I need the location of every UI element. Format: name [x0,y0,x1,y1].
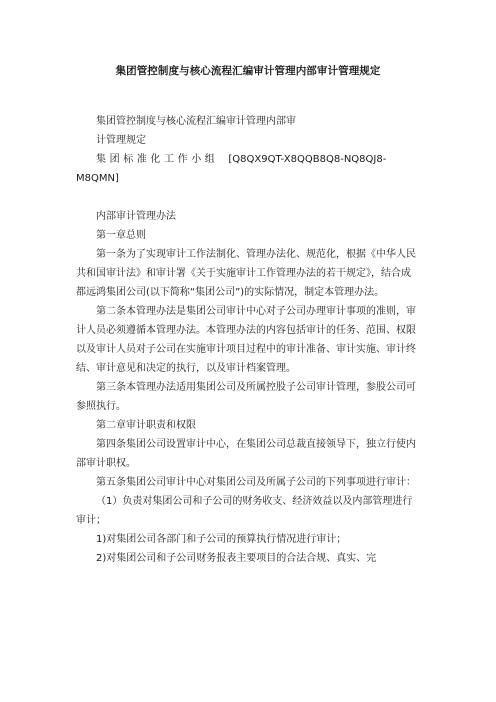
document-title: 集团管控制度与核心流程汇编审计管理内部审计管理规定 [115,65,381,77]
document-code: [Q8QX9QT-X8QQB8Q8-NQ8QJ8-M8QMN] [76,154,387,184]
header-line-3 [76,150,420,188]
group-name: 集团标准化工作小组 [96,154,219,165]
paragraph-11: 2)对集团公司和子公司财务报表主要项目的合法合规、真实、完 [96,553,377,564]
paragraph-9: （1）负责对集团公司和子公司的财务收支、经济效益以及内部管理进行审计； [76,496,413,526]
header-line-2: 计管理规定 [96,135,146,146]
paragraph-2: 第一章总则 [96,230,146,241]
document-body [76,112,420,568]
paragraph-3: 第一条为了实现审计工作法制化、管理办法化、规范化，根据《中华人民共和国审计法》和审计署《关于实施审计工作管理办法的若干规定》，结合成都远鸿集团公司(以下简称“集团公司”)的实际情况，制定本管理办法。 [76,249,416,298]
paragraph-10: 1)对集团公司各部门和子公司的预算执行情况进行审计； [96,534,347,545]
paragraph-8: 第五条集团公司审计中心对集团公司及所属子公司的下列事项进行审计： [96,477,416,488]
header-line-1: 集团管控制度与核心流程汇编审计管理内部审 [96,116,296,127]
paragraph-5: 第三条本管理办法适用集团公司及所属控股子公司审计管理，参股公司可参照执行。 [76,382,416,412]
paragraph-4: 第二条本管理办法是集团公司审计中心对子公司办理审计事项的准则，审计人员必须遵循本管理办法。本管理办法的内容包括审计的任务、范围、权限以及审计人员对子公司在实施审计项目过程中的审计准备、审计实施、审计终结、审计意见和决定的执行，以及审计档案管理。 [76,306,416,374]
paragraph-7: 第四条集团公司设置审计中心，在集团公司总裁直接领导下，独立行使内部审计职权。 [76,439,416,469]
paragraph-1: 内部审计管理办法 [96,211,176,222]
paragraph-6: 第二章审计职责和权限 [96,420,196,431]
spacer [76,188,420,207]
